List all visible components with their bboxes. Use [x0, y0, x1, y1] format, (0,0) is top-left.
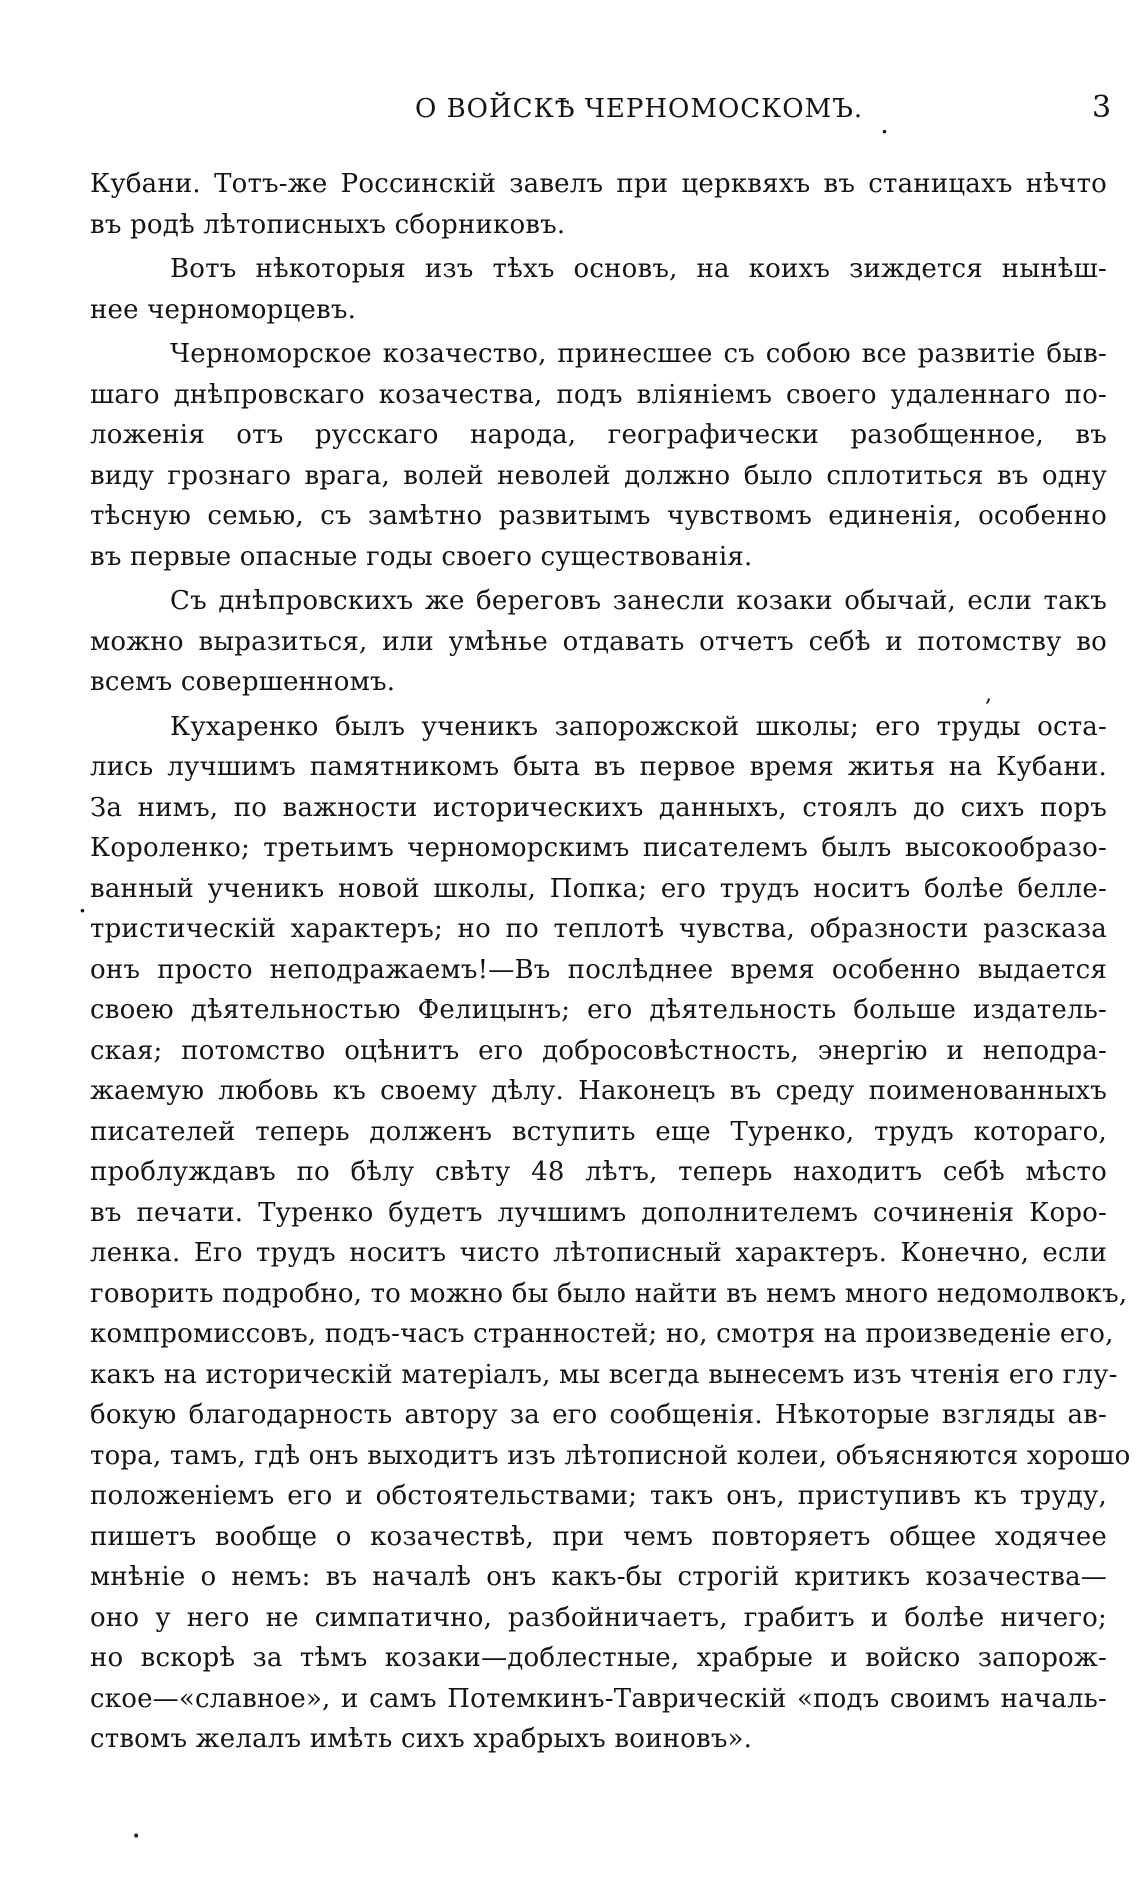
page-number: 3 [1092, 90, 1112, 125]
text-line: ложенія отъ русскаго народа, географически разобщенное, въ [90, 420, 1107, 450]
text-line: тѣсную семью, съ замѣтно развитымъ чувствомъ единенія, особенно [90, 501, 1107, 531]
text-line: Кухаренко былъ ученикъ запорожской школы; его труды оста- [170, 711, 1107, 742]
text-line: ленка. Его трудъ носитъ чисто лѣтописный характеръ. Конечно, если [90, 1238, 1107, 1268]
text-line: своею дѣятельностью Фелицынъ; его дѣятельность больше издатель- [90, 995, 1107, 1025]
print-speck: , [985, 682, 992, 707]
text-line: тристическій характеръ; но по теплотѣ чувства, образности разсказа [90, 914, 1107, 944]
text-line: компромиссовъ, подъ-часъ странностей; но, смотря на произведеніе его, [90, 1319, 1114, 1349]
running-head [0, 90, 1140, 134]
text-line: нее черноморцевъ. [90, 294, 357, 325]
text-line: въ первые опасные годы своего существованія. [90, 541, 753, 572]
text-line: онъ просто неподражаемъ!—Въ послѣднее время особенно выдается [90, 954, 1107, 985]
paragraph [90, 707, 1131, 1760]
text-line: ванный ученикъ новой школы, Попка; его трудъ носитъ болѣе белле- [90, 873, 1107, 904]
text-line: но вскорѣ за тѣмъ козаки—доблестные, храбрые и войско запорож- [90, 1643, 1107, 1673]
paragraph [90, 164, 1107, 245]
paragraph [90, 581, 1107, 703]
paragraph [90, 249, 1107, 330]
text-line: лись лучшимъ памятникомъ быта въ первое время житья на Кубани. [90, 752, 1107, 782]
text-line: въ родѣ лѣтописныхъ сборниковъ. [90, 209, 566, 240]
text-line: всемъ совершенномъ. [90, 667, 396, 697]
print-speck: . [880, 107, 889, 140]
text-line: положеніемъ его и обстоятельствами; такъ онъ, приступивъ къ труду, [90, 1481, 1107, 1511]
text-line: бокую благодарность автору за его сообщенія. Нѣкоторые взгляды ав- [90, 1400, 1107, 1430]
body-text [90, 164, 1131, 1764]
text-line: Короленко; третьимъ черноморскимъ писателемъ былъ высокообразо- [90, 833, 1107, 863]
print-speck: • [132, 1829, 141, 1845]
text-line: Черноморское козачество, принесшее съ собою все развитіе быв- [170, 339, 1107, 369]
text-line: въ печати. Туренко будетъ лучшимъ дополнителемъ сочиненія Коро- [90, 1197, 1107, 1228]
text-line: жаемую любовь къ своему дѣлу. Наконецъ въ среду поименованныхъ [90, 1076, 1107, 1106]
text-line: пишетъ вообще о козачествѣ, при чемъ повторяетъ общее ходячее [90, 1521, 1107, 1552]
text-line: оно у него не симпатично, разбойничаетъ, грабитъ и болѣе ничего; [90, 1602, 1107, 1633]
text-line: Кубани. Тотъ-же Россинскій завелъ при церквяхъ въ станицахъ нѣчто [90, 169, 1107, 199]
text-line: можно выразиться, или умѣнье отдавать отчетъ себѣ и потомству во [90, 626, 1107, 657]
print-speck: . [78, 886, 87, 919]
text-line: мнѣніе о немъ: въ началѣ онъ какъ-бы строгій критикъ козачества— [90, 1562, 1107, 1592]
text-line: ская; потомство оцѣнитъ его добросовѣстность, энергію и неподра- [90, 1035, 1107, 1066]
text-line: Съ днѣпровскихъ же береговъ занесли козаки обычай, если такъ [170, 586, 1107, 616]
text-line: писателей теперь долженъ вступить еще Туренко, трудъ котораго, [90, 1116, 1107, 1147]
text-line: проблуждавъ по бѣлу свѣту 48 лѣтъ, теперь находитъ себѣ мѣсто [90, 1157, 1107, 1187]
text-line: ствомъ желалъ имѣть сихъ храбрыхъ воиновъ». [90, 1724, 753, 1754]
text-line: тора, тамъ, гдѣ онъ выходитъ изъ лѣтописной колеи, объясняются хорошо [90, 1440, 1131, 1471]
text-line: шаго днѣпровскаго козачества, подъ вліяніемъ своего удаленнаго по- [90, 379, 1107, 410]
text-line: какъ на историческій матеріалъ, мы всегда вынесемъ изъ чтенія его глу- [90, 1359, 1118, 1390]
running-title: О ВОЙСКѢ ЧЕРНОМОСКОМЪ. [415, 94, 864, 124]
text-line: Вотъ нѣкоторыя изъ тѣхъ основъ, на коихъ зиждется нынѣш- [170, 254, 1107, 284]
text-line: ское—«славное», и самъ Потемкинъ-Таврическій «подъ своимъ началь- [90, 1683, 1107, 1714]
text-line: говорить подробно, то можно бы было найти въ немъ много недомолвокъ, [90, 1278, 1128, 1309]
paragraph [90, 334, 1107, 577]
text-line: За нимъ, по важности историческихъ данныхъ, стоялъ до сихъ поръ [90, 792, 1107, 823]
text-line: виду грознаго врага, волей неволей должно было сплотиться въ одну [90, 460, 1107, 491]
